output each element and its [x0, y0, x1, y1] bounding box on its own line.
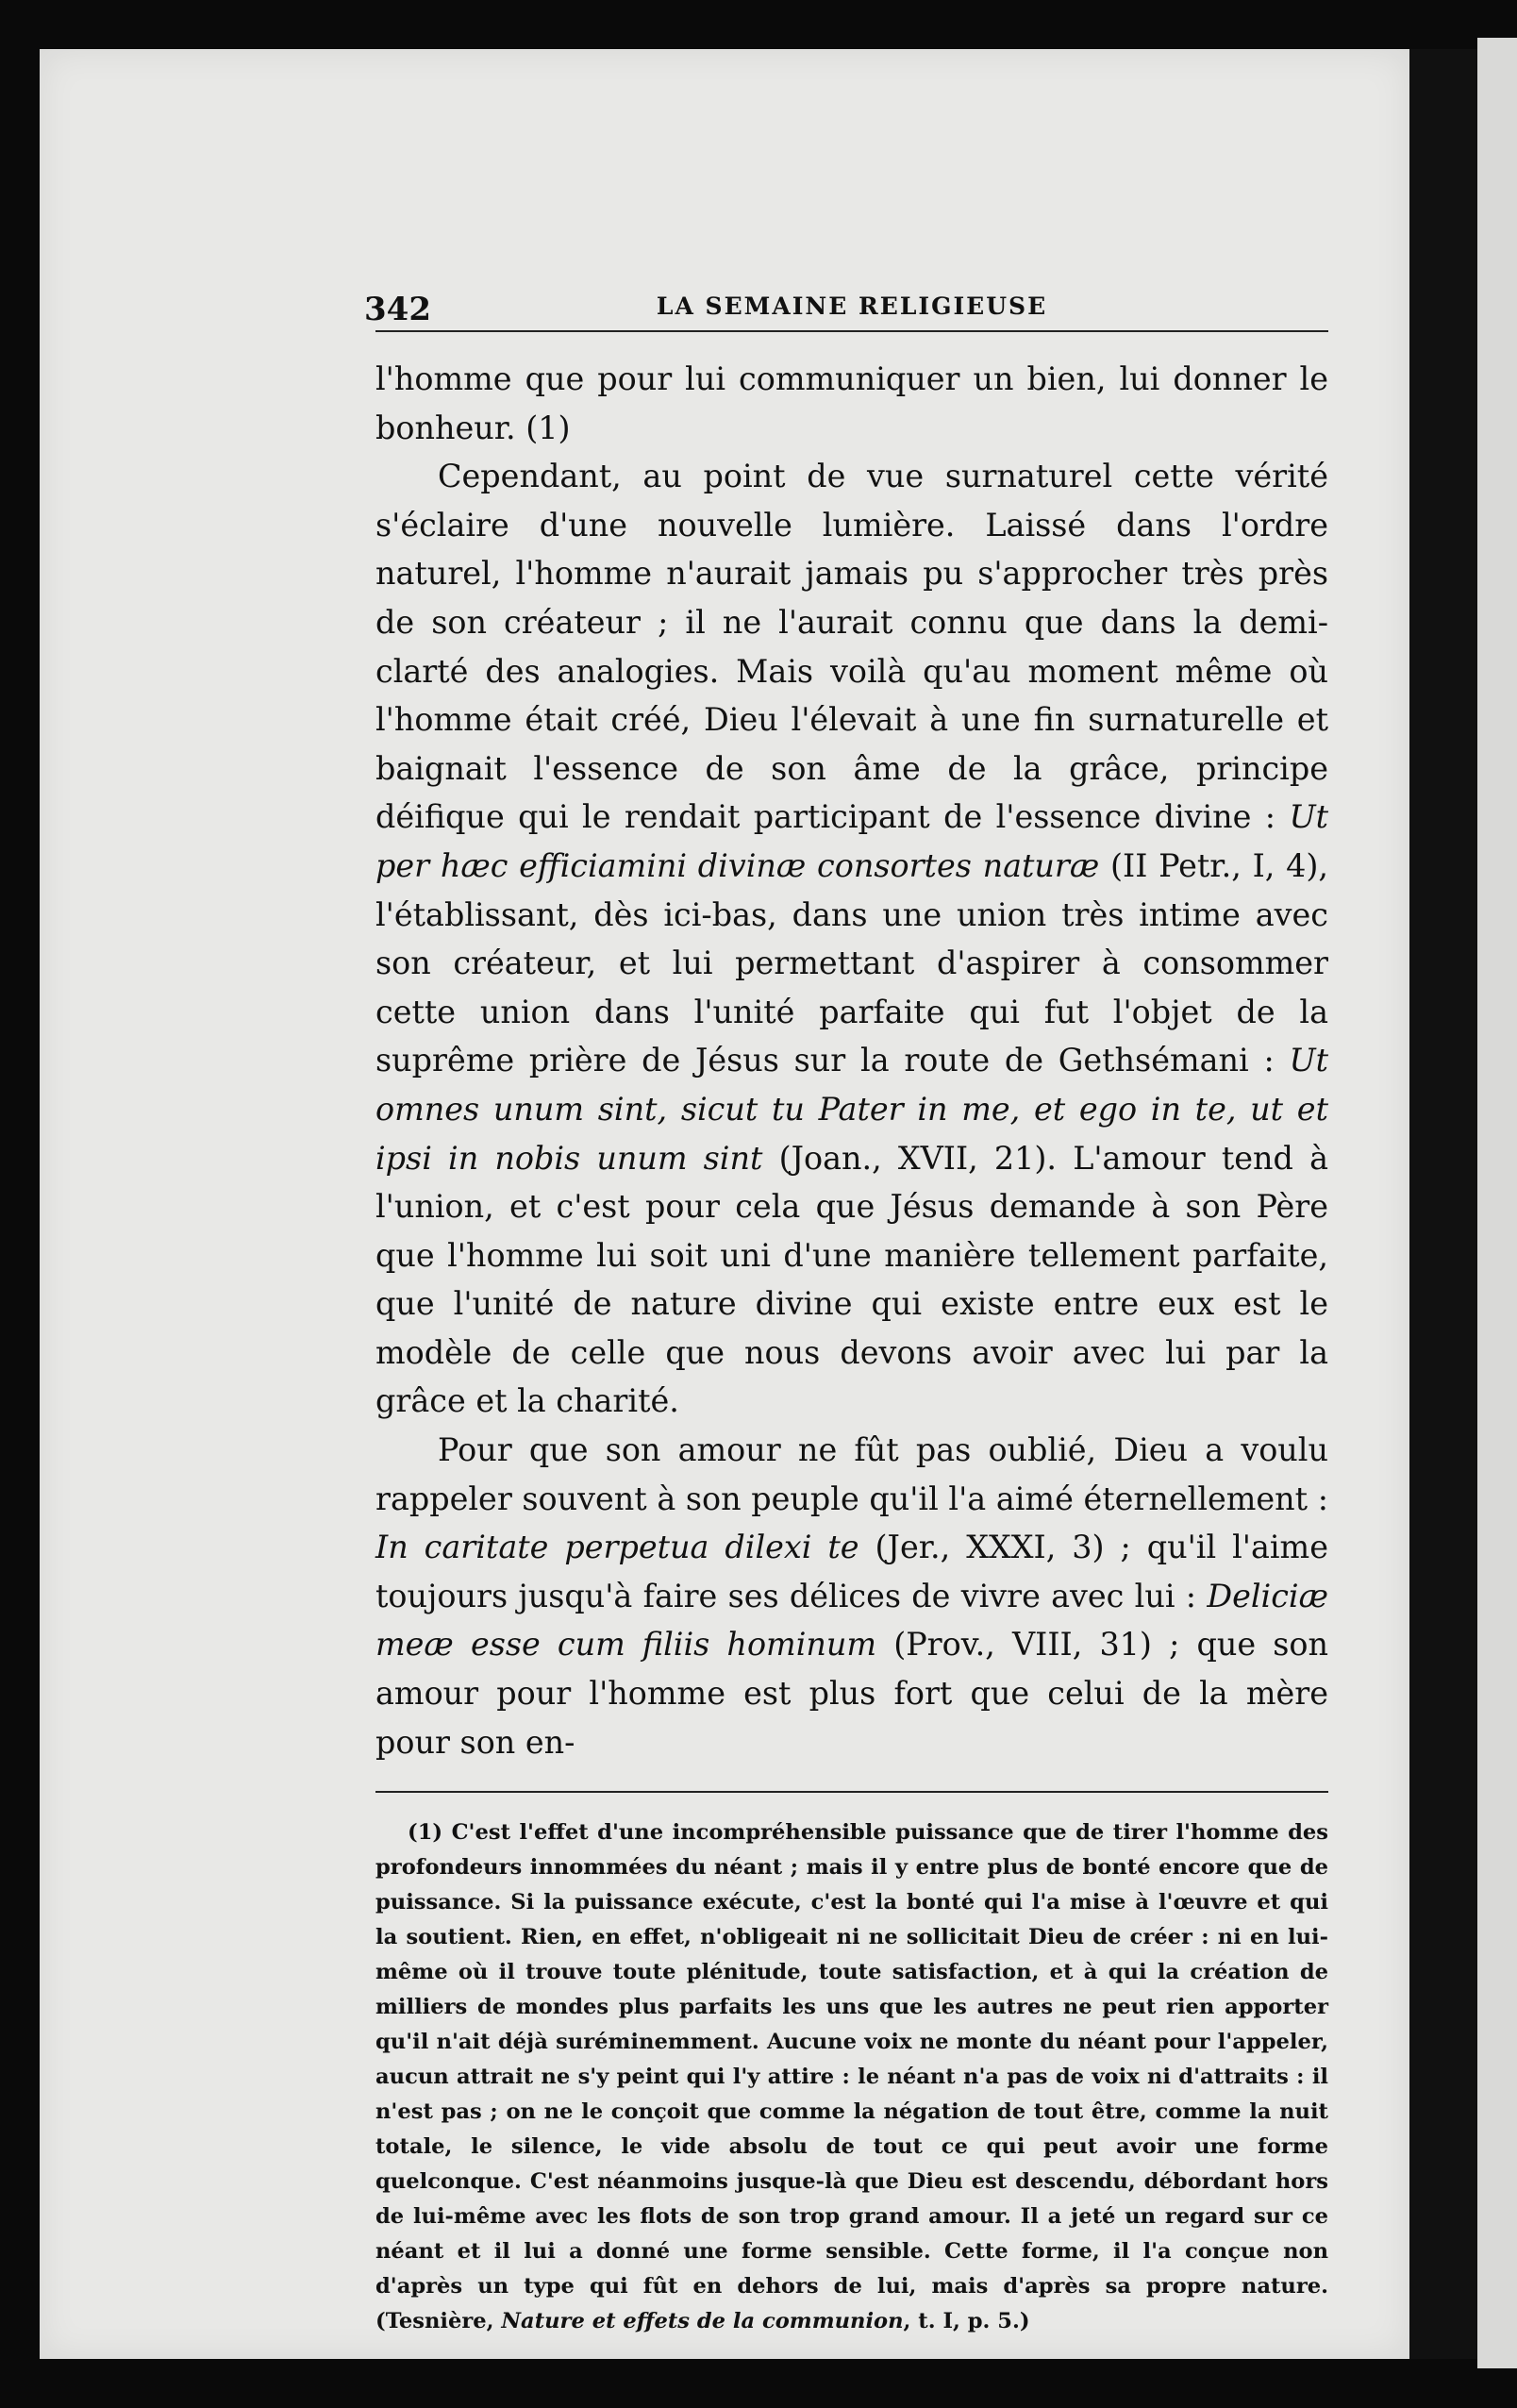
paragraph-2: [375, 452, 1328, 1426]
running-header: [364, 283, 1328, 332]
paragraph-2-text-cont: (II Petr., I, 4), l'établissant, dès ici-bas, dans une union très intime avec son créateur, et lui permettant d'aspirer à consommer cette union dans l'unité parfaite qui fut l'objet de la suprême prière de Jésus sur la route de Gethsémani :: [375, 846, 1328, 1079]
paragraph-1-text: l'homme que pour lui communiquer un bien, lui donner le bonheur. (1): [375, 360, 1328, 446]
book-gutter: [1409, 49, 1477, 2359]
footnote-1-text: (1) C'est l'effet d'une incompréhensible puissance que de tirer l'homme des profondeurs innommées du néant ; mais il y entre plus de bonté encore que de puissance. Si la puissance exécute, c'est la bonté qui l'a mise à l'œuvre et qui la soutient. Rien, en effet, n'obligeait ni ne sollicitait Dieu de créer : ni en lui-même où il trouve toute plénitude, toute satisfaction, et à qui la création de milliers de mondes plus parfaits les uns que les autres ne peut rien apporter qu'il n'ait déjà suréminemment. Aucune voix ne monte du néant pour l'appeler, aucun attrait ne s'y peint qui l'y attire : le néant n'a pas de voix ni d'attraits : il n'est pas ; on ne le conçoit que comme la négation de tout être, comme la nuit totale, le silence, le vide absolu de tout ce qui peut avoir une forme quelconque. C'est néanmoins jusque-là que Dieu est descendu, débordant hors de lui-même avec les flots de son trop grand amour. Il a jeté un regard sur ce néant et il lui a donné une forme sensible. Cette forme, il l'a conçue non d'après un type qui fût en dehors de lui, mais d'après sa propre nature. (Tesnière,: [375, 1820, 1328, 2334]
footnotes: [375, 1815, 1328, 2339]
paragraph-2-text: Cependant, au point de vue surnaturel cette vérité s'éclaire d'une nouvelle lumière. Laissé dans l'ordre naturel, l'homme n'aurait jamais pu s'approcher très près de son créateur ; il ne l'aurait connu que dans la demi-clarté des analogies. Mais voilà qu'au moment même où l'homme était créé, Dieu l'élevait à une fin surnaturelle et baignait l'essence de son âme de la grâce, principe déifique qui le rendait participant de l'essence divine :: [375, 458, 1328, 836]
paragraph-1: [375, 355, 1328, 452]
paragraph-3-text-end: (Prov., VIII, 31) ; que son amour pour l'homme est plus fort que celui de la mère pour son en-: [375, 1626, 1328, 1761]
adjacent-page-edge: [1477, 38, 1517, 2368]
latin-quote-joan: Ut omnes unum sint, sicut tu Pater in me, et ego in te, ut et ipsi in nobis unum sint: [375, 1042, 1328, 1177]
footnote-1-citation: , t. I, p. 5.): [903, 2309, 1030, 2334]
footnote-1: [375, 1815, 1328, 2339]
footnote-divider: [375, 1791, 1328, 1793]
paragraph-3-text: Pour que son amour ne fût pas oublié, Dieu a voulu rappeler souvent à son peuple qu'il l'a aimé éternellement :: [375, 1431, 1328, 1517]
paragraph-3-text-cont: (Jer., XXXI, 3) ; qu'il l'aime toujours jusqu'à faire ses délices de vivre avec lui :: [375, 1529, 1328, 1614]
latin-quote-prov: Deliciæ meæ esse cum filiis hominum: [375, 1577, 1328, 1664]
footnote-1-work-title: Nature et effets de la communion: [501, 2309, 904, 2334]
latin-quote-petr: Ut per hæc efficiamini divinæ consortes naturæ: [375, 798, 1328, 884]
body-text: [375, 355, 1328, 1766]
page-number: 342: [364, 291, 431, 328]
page-content: [364, 283, 1328, 2339]
paragraph-3: [375, 1426, 1328, 1766]
running-title: LA SEMAINE RELIGIEUSE: [656, 293, 1048, 320]
latin-quote-jer: In caritate perpetua dilexi te: [375, 1529, 859, 1566]
paragraph-2-text-end: (Joan., XVII, 21). L'amour tend à l'union, et c'est pour cela que Jésus demande à son Père que l'homme lui soit uni d'une manière tellement parfaite, que l'unité de nature divine qui existe entre eux est le modèle de celle que nous devons avoir avec lui par la grâce et la charité.: [375, 1139, 1328, 1420]
